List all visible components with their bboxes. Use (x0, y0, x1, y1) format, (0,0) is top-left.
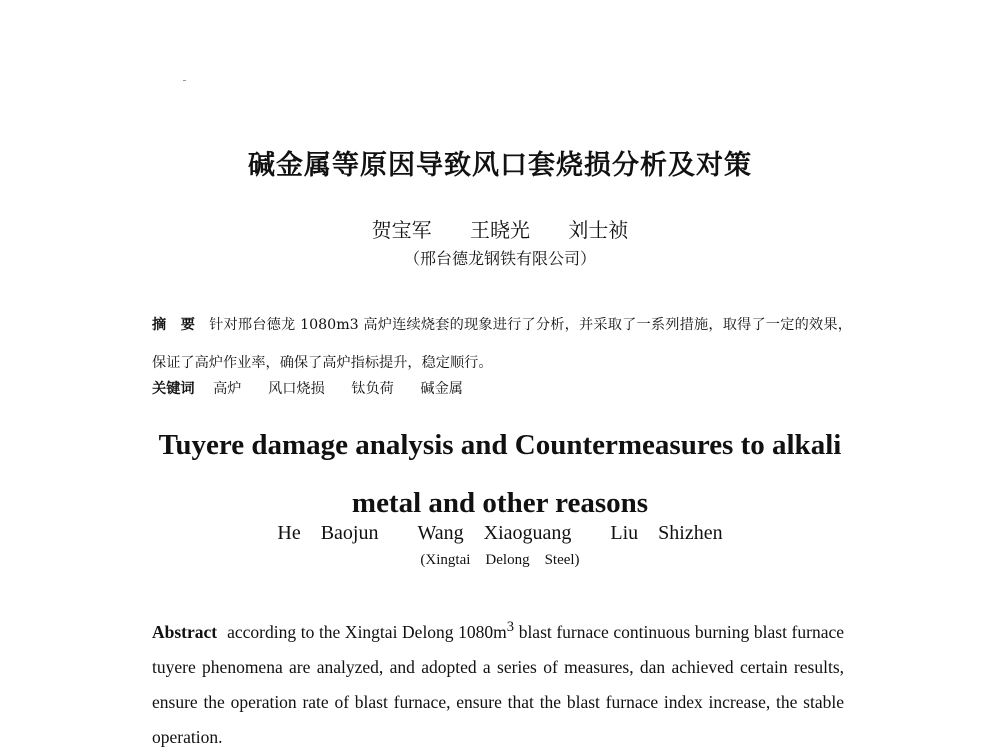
chinese-keywords (152, 378, 852, 398)
chinese-abstract (152, 306, 852, 382)
chinese-author: 贺宝军 (371, 218, 432, 242)
chinese-authors (0, 214, 1000, 243)
chinese-keywords-label: 关键词 (152, 381, 195, 397)
english-abstract-text-cont: blast furnace continuous burning blast furnace tuyere phenomena are analyzed, and adopted a series of measures, dan achieved certain results, ensure the operation rate of blast furnace, ensure that the blast furnace index increase, the stable operation. (152, 621, 844, 747)
english-abstract (152, 610, 844, 755)
keyword: 高炉 (213, 381, 242, 397)
english-author: Wang Xiaoguang (417, 522, 572, 544)
chinese-abstract-label: 摘 要 (152, 317, 196, 333)
keyword: 碱金属 (420, 381, 463, 397)
english-title-line: Tuyere damage analysis and Countermeasures to alkali (158, 429, 842, 461)
english-affiliation: (Xingtai Delong Steel) (420, 552, 580, 568)
english-abstract-text: according to the Xingtai Delong 1080m (227, 621, 507, 642)
english-abstract-label: Abstract (152, 621, 218, 642)
scan-speck (183, 80, 186, 81)
chinese-affiliation: （邢台德龙钢铁有限公司） (403, 249, 596, 268)
chinese-title: 碱金属等原因导致风口套烧损分析及对策 (248, 150, 752, 181)
chinese-author: 王晓光 (470, 218, 530, 242)
english-author: He Baojun (277, 522, 379, 544)
english-author: Liu Shizhen (610, 522, 723, 544)
superscript-three: 3 (506, 619, 515, 635)
english-title-line: metal and other reasons (351, 487, 649, 519)
chinese-abstract-text: 针对邢台德龙 1080m3 高炉连续烧套的现象进行了分析，并采取了一系列措施，取得了一定的效果，保证了高炉作业率，确保了高炉指标提升，稳定顺行。 (152, 317, 852, 371)
keyword: 钛负荷 (351, 381, 394, 397)
chinese-author: 刘士祯 (568, 218, 629, 242)
english-title (0, 416, 1000, 532)
keyword: 风口烧损 (268, 381, 325, 397)
english-authors (0, 516, 1000, 545)
